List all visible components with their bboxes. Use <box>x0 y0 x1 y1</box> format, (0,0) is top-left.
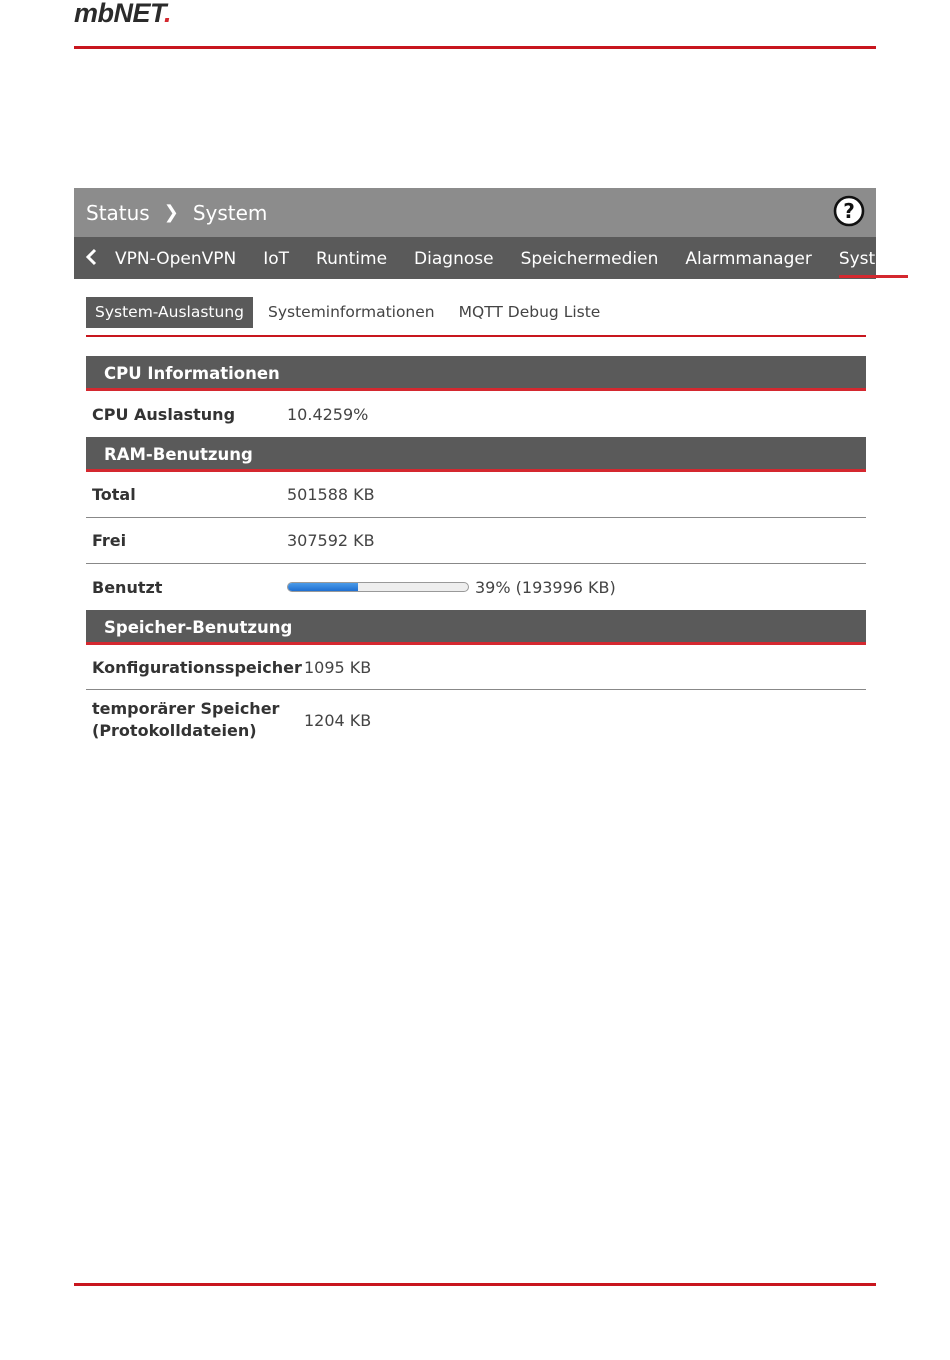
storage-config-row <box>86 645 866 690</box>
cpu-row <box>86 391 866 437</box>
ram-usage-progress-bar <box>287 582 469 592</box>
storage-temp-label <box>86 698 304 742</box>
storage-temp-value: 1204 KB <box>304 710 372 730</box>
tab-list <box>115 237 929 279</box>
storage-temp-label-line1: temporärer Speicher <box>92 699 280 718</box>
chevron-left-icon[interactable] <box>82 246 102 268</box>
subtab-mqtt-debug-liste[interactable]: MQTT Debug Liste <box>458 303 601 321</box>
breadcrumb-status[interactable]: Status <box>86 200 150 225</box>
cpu-usage-value: 10.4259% <box>287 404 369 424</box>
sub-tab-bar <box>86 297 866 337</box>
cpu-usage-label: CPU Auslastung <box>92 404 236 424</box>
main-tab-strip <box>74 237 903 279</box>
section-cpu-header: CPU Informationen <box>86 356 866 391</box>
ram-used-value: 39% (193996 KB) <box>475 577 616 597</box>
ram-total-row <box>86 472 866 518</box>
tab-alarmmanager[interactable]: Alarmmanager <box>685 249 812 269</box>
ram-free-label: Frei <box>92 531 127 550</box>
header-bar <box>74 188 876 237</box>
tab-system[interactable]: System <box>839 237 902 279</box>
ram-free-row <box>86 518 866 564</box>
content <box>86 356 866 750</box>
storage-temp-label-line2: (Protokolldateien) <box>92 721 257 740</box>
storage-temp-row <box>86 690 866 750</box>
tab-diagnose[interactable]: Diagnose <box>414 249 494 269</box>
help-circle-icon[interactable] <box>833 195 865 227</box>
section-ram-header: RAM-Benutzung <box>86 437 866 472</box>
ram-used-row <box>86 564 866 610</box>
ram-free-value: 307592 KB <box>287 531 375 550</box>
storage-config-label: Konfigurationsspeicher <box>92 657 302 677</box>
tab-vpn-openvpn[interactable]: VPN-OpenVPN <box>115 249 237 269</box>
ram-used-label: Benutzt <box>92 577 163 597</box>
top-divider <box>74 46 876 49</box>
tab-runtime[interactable]: Runtime <box>316 249 388 269</box>
svg-text:?: ? <box>843 199 855 223</box>
subtab-systeminformationen[interactable]: Systeminformationen <box>268 303 435 321</box>
bottom-divider <box>74 1283 876 1286</box>
tab-speichermedien[interactable]: Speichermedien <box>520 249 659 269</box>
ram-usage-progress-fill <box>288 583 358 591</box>
ram-total-value: 501588 KB <box>287 485 375 504</box>
breadcrumb-system: System <box>192 200 268 225</box>
subtab-system-auslastung[interactable]: System-Auslastung <box>86 297 253 328</box>
tab-iot[interactable]: IoT <box>263 249 290 269</box>
mbnet-logo: mbNET. <box>74 0 172 28</box>
ram-total-label: Total <box>92 485 136 504</box>
storage-config-value: 1095 KB <box>304 657 372 677</box>
section-storage-header: Speicher-Benutzung <box>86 610 866 645</box>
chevron-right-icon: ❯ <box>163 202 179 223</box>
